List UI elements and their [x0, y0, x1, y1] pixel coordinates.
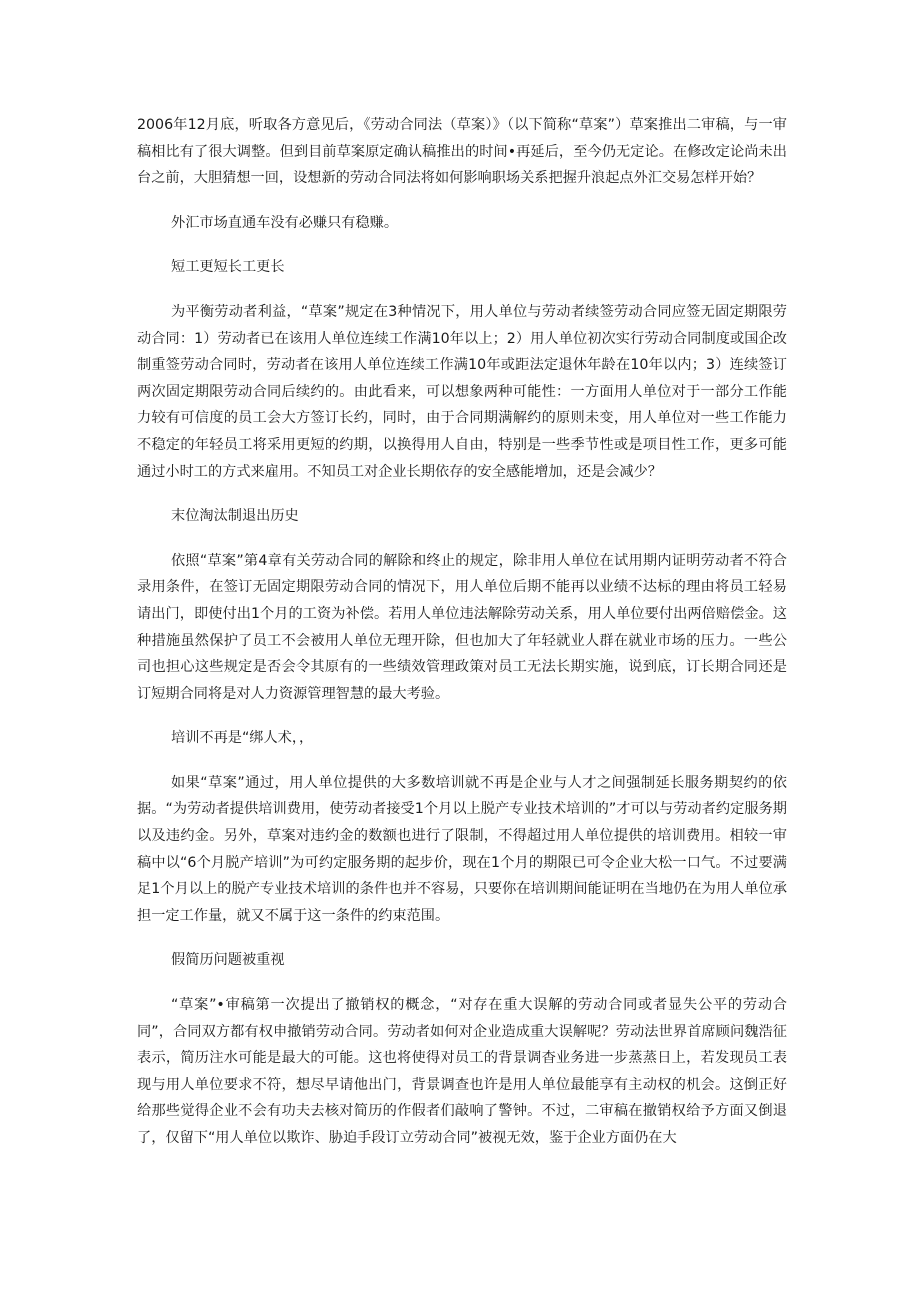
section-heading: 假简历问题被重视	[171, 952, 285, 969]
section-heading: 培训不再是“绑人术，，	[171, 730, 314, 747]
body-paragraph: 为平衡劳动者利益，“草案”规定在3种情况下，用人单位与劳动者续签劳动合同应签无固定期限劳动合同：1）劳动者已在该用人单位连续工作满10年以上；2）用人单位初次实行劳动合同制度或国企改制重签劳动合同时，劳动者在该用人单位连续工作满10年或距法定退休年龄在10年以内；3）连续签订两次固定期限劳动合同后续约的。由此看来，可以想象两种可能性：一方面用人单位对于一部分工作能力较有可信度的员工会大方签订长约，同时，由于合同期满解约的原则未变，用人单位对一些工作能力不稳定的年轻员工将采用更短的约期，以换得用人自由，特别是一些季节性或是项目性工作，更多可能通过小时工的方式来雇用。不知员工对企业长期依存的安全感能增加，还是会减少？	[137, 303, 787, 480]
intro-paragraph: 2006年12月底，听取各方意见后，《劳动合同法（草案）》（以下简称“草案”）草案推出二审稿，与一审稿相比有了很大调整。但到目前草案原定确认稿推出的时间•再延后，至今仍无定论。在修改定论尚未出台之前，大胆猜想一回，设想新的劳动合同法将如何影响职场关系把握升浪起点外汇交易怎样开始？	[137, 117, 787, 187]
section-heading: 短工更短长工更长	[171, 259, 285, 276]
body-paragraph: 依照“草案”第4章有关劳动合同的解除和终止的规定，除非用人单位在试用期内证明劳动者不符合录用条件，在签订无固定期限劳动合同的情况下，用人单位后期不能再以业绩不达标的理由将员工轻易请出门，即使付出1个月的工资为补偿。若用人单位违法解除劳动关系，用人单位要付出两倍赔偿金。这种措施虽然保护了员工不会被用人单位无理开除，但也加大了年轻就业人群在就业市场的压力。一些公司也担心这些规定是否会令其原有的一些绩效管理政策对员工无法长期实施，说到底，订长期合同还是订短期合同将是对人力资源管理智慧的最大考验。	[137, 552, 787, 702]
slogan-paragraph: 外汇市场直通车没有必赚只有稳赚。	[171, 214, 399, 231]
body-paragraph: 如果“草案”通过，用人单位提供的大多数培训就不再是企业与人才之间强制延长服务期契约的依据。“为劳动者提供培训费用，使劳动者接受1个月以上脱产专业技术培训的”才可以与劳动者约定服务期以及违约金。另外，草案对违约金的数额也进行了限制，不得超过用人单位提供的培训费用。相较一审稿中以“6个月脱产培训”为可约定服务期的起步价，现在1个月的期限已可令企业大松一口气。不过要满足1个月以上的脱产专业技术培训的条件也并不容易，只要你在培训期间能证明在当地仍在为用人单位承担一定工作量，就又不属于这一条件的约束范围。	[137, 774, 787, 924]
body-paragraph: “草案”•审稿第一次提出了撤销权的概念，“对存在重大误解的劳动合同或者显失公平的劳动合同”，合同双方都有权申撤销劳动合同。劳动者如何对企业造成重大误解呢？劳动法世界首席顾问魏浩征表示，简历注水可能是最大的可能。这也将使得对员工的背景调杳业务进一步蒸蒸日上，若发现员工表现与用人单位要求不符，想尽早请他出门，背景调查也许是用人单位最能享有主动权的机会。这倒正好给那些觉得企业不会有功夫去核对简历的作假者们敲响了警钟。不过，二审稿在撤销权给予方面又倒退了，仅留下“用人单位以欺诈、胁迫手段订立劳动合同”被视无效，鉴于企业方面仍在大	[137, 997, 787, 1146]
section-heading: 末位淘汰制退出历史	[171, 508, 299, 525]
document-page	[137, 112, 787, 1170]
